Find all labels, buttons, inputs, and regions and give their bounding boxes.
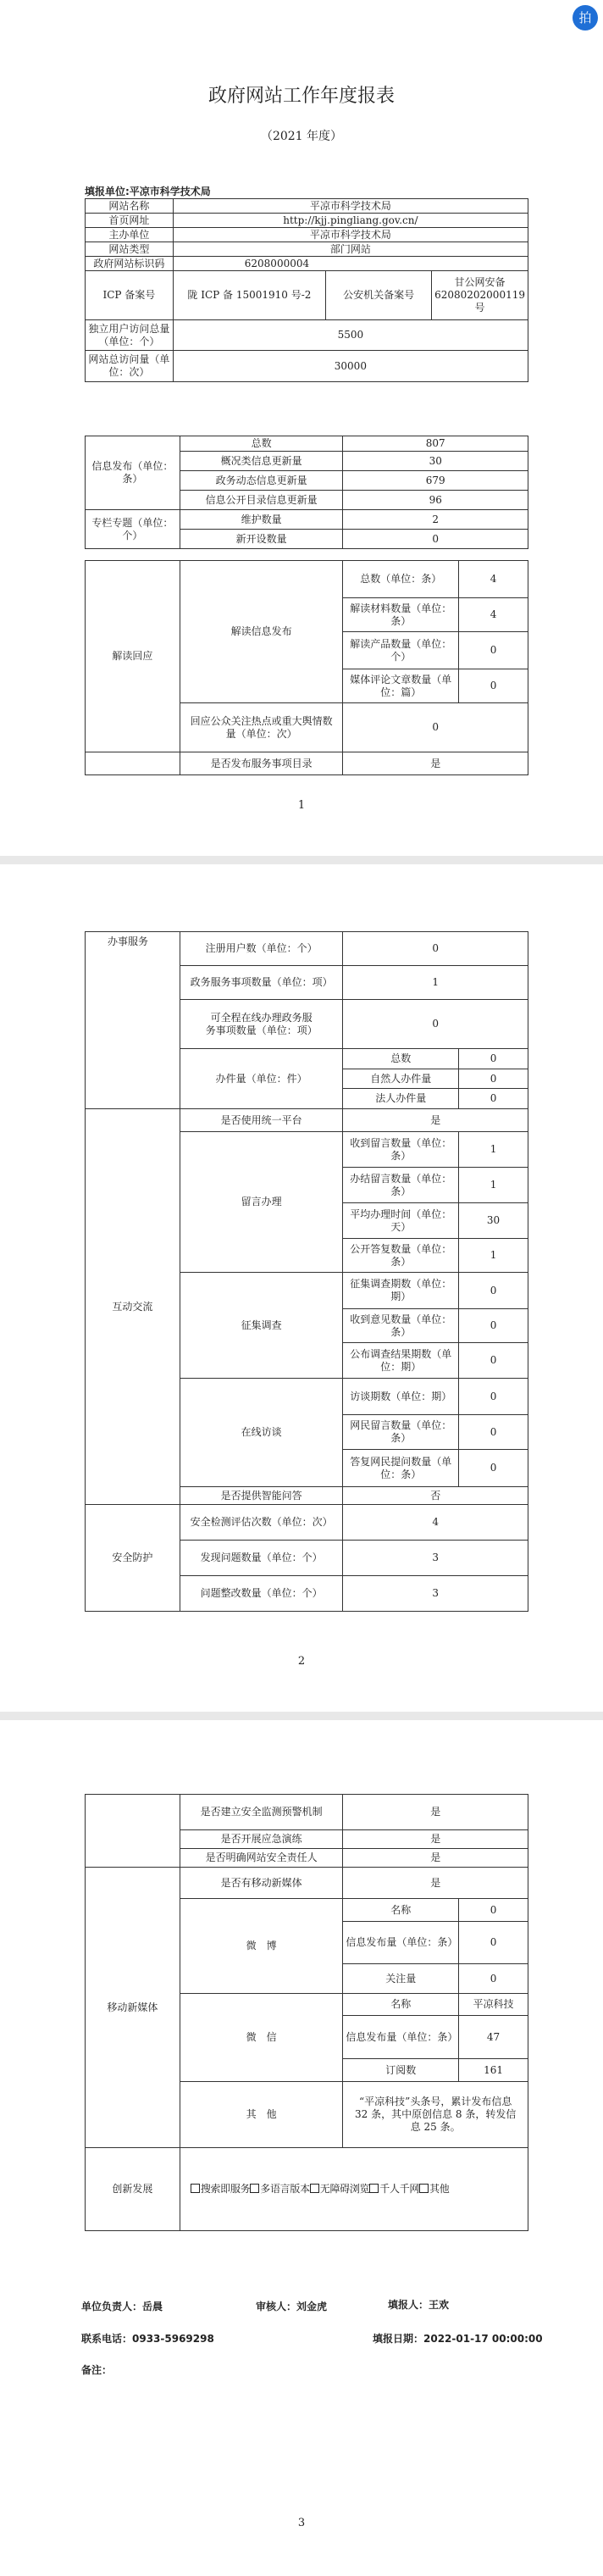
innovation-option[interactable]: 无障碍浏览 bbox=[310, 2183, 370, 2195]
cell-value: 平凉科技 bbox=[459, 1994, 528, 2016]
cell-label: 公布调查结果期数（单位：期） bbox=[343, 1343, 459, 1379]
cell-value: 0 bbox=[343, 530, 528, 549]
cell-label: 解读信息发布 bbox=[180, 561, 343, 703]
table-info-release bbox=[85, 436, 528, 549]
cell-value: 0 bbox=[459, 1049, 528, 1069]
cell-label: 微 信 bbox=[180, 1994, 343, 2082]
cell-label: 政府网站标识码 bbox=[86, 257, 174, 271]
table-interpret bbox=[85, 560, 528, 775]
cell-label: 收到意见数量（单位：条） bbox=[343, 1309, 459, 1343]
filing-unit: 填报单位:平凉市科学技术局 bbox=[85, 186, 211, 197]
corner-badge-icon[interactable]: 拍 bbox=[573, 5, 598, 31]
cell-value: 30 bbox=[343, 452, 528, 471]
cell-value: 是 bbox=[343, 1109, 528, 1132]
cell-value: 0 bbox=[459, 1343, 528, 1379]
cell-label: 是否有移动新媒体 bbox=[180, 1868, 343, 1899]
cell-value: 0 bbox=[343, 1000, 528, 1049]
cell-label: 概况类信息更新量 bbox=[180, 452, 343, 471]
cell-label: 是否明确网站安全责任人 bbox=[180, 1849, 343, 1868]
cell-value: 30 bbox=[459, 1203, 528, 1239]
reviewer: 审核人：刘金虎 bbox=[256, 2301, 328, 2312]
cell-value: 平凉市科学技术局 bbox=[173, 199, 528, 214]
cell-value: 0 bbox=[459, 1273, 528, 1309]
innovation-option[interactable]: 多语言版本 bbox=[250, 2183, 310, 2195]
cell-value: 1 bbox=[459, 1239, 528, 1273]
cell-label: 主办单位 bbox=[86, 228, 174, 242]
cell-label: 名称 bbox=[343, 1899, 459, 1922]
unit-chief: 单位负责人：岳晨 bbox=[81, 2301, 163, 2312]
cell-label: 答复网民提问数量（单位：条） bbox=[343, 1450, 459, 1487]
page-3 bbox=[0, 1720, 603, 2576]
contact-phone: 联系电话：0933-5969298 bbox=[81, 2333, 214, 2345]
cell-value: 0 bbox=[459, 1089, 528, 1109]
cell-label: 信息发布量（单位：条） bbox=[343, 2016, 459, 2059]
cell-label: 移动新媒体 bbox=[86, 1868, 180, 2148]
remarks: 备注： bbox=[81, 2364, 113, 2376]
cell-label: 信息公开目录信息更新量 bbox=[180, 491, 343, 510]
cell-label: 安全防护 bbox=[86, 1505, 180, 1612]
cell-value: 2 bbox=[343, 510, 528, 530]
cell-value: 否 bbox=[343, 1487, 528, 1505]
cell-blank bbox=[86, 752, 180, 775]
cell-label: 在线访谈 bbox=[180, 1379, 343, 1487]
cell-value: 679 bbox=[343, 471, 528, 491]
checkbox-icon[interactable] bbox=[310, 2184, 319, 2193]
filler: 填报人：王欢 bbox=[388, 2299, 450, 2311]
cell-value: 3 bbox=[343, 1576, 528, 1612]
cell-label: 专栏专题（单位：个） bbox=[86, 510, 180, 549]
cell-value: 0 bbox=[459, 1964, 528, 1994]
cell-label: 办结留言数量（单位：条） bbox=[343, 1168, 459, 1203]
cell-label: 网站总访问量（单位：次） bbox=[86, 351, 174, 382]
cell-value: 30000 bbox=[173, 351, 528, 382]
cell-value: 0 bbox=[459, 1069, 528, 1089]
cell-value: 3 bbox=[343, 1541, 528, 1576]
cell-value: 0 bbox=[343, 932, 528, 966]
cell-label: 总数 bbox=[343, 1049, 459, 1069]
table-security-media bbox=[85, 1794, 528, 2231]
innovation-options bbox=[180, 2148, 528, 2231]
cell-value: 是 bbox=[343, 1868, 528, 1899]
cell-label: 解读回应 bbox=[86, 561, 180, 752]
table-office-interact bbox=[85, 931, 528, 1612]
cell-label: 关注量 bbox=[343, 1964, 459, 1994]
cell-label: 首页网址 bbox=[86, 214, 174, 228]
cell-value: 平凉市科学技术局 bbox=[173, 228, 528, 242]
cell-label: 政务服务事项数量（单位：项） bbox=[180, 966, 343, 1000]
cell-value: 陇 ICP 备 15001910 号-2 bbox=[173, 271, 325, 320]
cell-label: 信息发布量（单位：条） bbox=[343, 1922, 459, 1964]
cell-label: 订阅数 bbox=[343, 2059, 459, 2082]
cell-value: 0 bbox=[459, 1899, 528, 1922]
cell-label: 名称 bbox=[343, 1994, 459, 2016]
cell-value: 807 bbox=[343, 436, 528, 452]
cell-label: 是否使用统一平台 bbox=[180, 1109, 343, 1132]
cell-label: 独立用户访问总量（单位：个） bbox=[86, 320, 174, 351]
cell-blank bbox=[86, 1795, 180, 1868]
cell-label: 留言办理 bbox=[180, 1132, 343, 1273]
cell-label: 平均办理时间（单位：天） bbox=[343, 1203, 459, 1239]
cell-label: 其 他 bbox=[180, 2082, 343, 2148]
cell-label: 是否提供智能问答 bbox=[180, 1487, 343, 1505]
cell-value: 4 bbox=[459, 561, 528, 598]
cell-label: 公安机关备案号 bbox=[326, 271, 432, 320]
cell-value: 5500 bbox=[173, 320, 528, 351]
cell-value: 6208000004 bbox=[173, 257, 528, 271]
cell-label: 微 博 bbox=[180, 1899, 343, 1994]
cell-value: 甘公网安备 62080202000119 号 bbox=[432, 271, 528, 320]
cell-label: 是否建立安全监测预警机制 bbox=[180, 1795, 343, 1830]
cell-label: 媒体评论文章数量（单位：篇） bbox=[343, 669, 459, 703]
cell-label: 解读产品数量（单位：个） bbox=[343, 632, 459, 669]
cell-value: 4 bbox=[459, 598, 528, 632]
page-1 bbox=[0, 0, 603, 856]
cell-label: 收到留言数量（单位：条） bbox=[343, 1132, 459, 1168]
cell-label: 网民留言数量（单位：条） bbox=[343, 1415, 459, 1450]
cell-value: 161 bbox=[459, 2059, 528, 2082]
page-number: 1 bbox=[297, 799, 306, 812]
cell-value: 96 bbox=[343, 491, 528, 510]
cell-label: 新开设数量 bbox=[180, 530, 343, 549]
cell-label: 网站名称 bbox=[86, 199, 174, 214]
checkbox-icon[interactable] bbox=[191, 2184, 200, 2193]
checkbox-icon[interactable] bbox=[369, 2184, 379, 2193]
cell-value: “平凉科技”头条号，累计发布信息 32 条，其中原创信息 8 条，转发信息 25 条。 bbox=[343, 2082, 528, 2148]
cell-label: 是否发布服务事项目录 bbox=[180, 752, 343, 775]
cell-value: 1 bbox=[459, 1168, 528, 1203]
table-site-info bbox=[85, 198, 528, 382]
cell-value: 0 bbox=[459, 1379, 528, 1415]
cell-label: 可全程在线办理政务服务事项数量（单位：项） bbox=[180, 1000, 343, 1049]
cell-label: 信息发布（单位：条） bbox=[86, 436, 180, 510]
cell-value: 1 bbox=[343, 966, 528, 1000]
checkbox-icon[interactable] bbox=[250, 2184, 259, 2193]
cell-value: 0 bbox=[459, 1922, 528, 1964]
cell-label: 总数 bbox=[180, 436, 343, 452]
page-number: 2 bbox=[297, 1655, 306, 1668]
cell-label: 法人办件量 bbox=[343, 1089, 459, 1109]
cell-label: 征集调查期数（单位：期） bbox=[343, 1273, 459, 1309]
cell-value: 0 bbox=[459, 1309, 528, 1343]
page-number: 3 bbox=[297, 2517, 306, 2529]
cell-label: 办事服务 bbox=[86, 932, 180, 1109]
report-title: 政府网站工作年度报表 bbox=[207, 86, 395, 107]
cell-label: 回应公众关注热点或重大舆情数量（单位：次） bbox=[180, 703, 343, 752]
cell-label: 征集调查 bbox=[180, 1273, 343, 1379]
cell-value: 是 bbox=[343, 1795, 528, 1830]
cell-label: 政务动态信息更新量 bbox=[180, 471, 343, 491]
cell-label: 解读材料数量（单位：条） bbox=[343, 598, 459, 632]
cell-label: ICP 备案号 bbox=[86, 271, 174, 320]
cell-label: 维护数量 bbox=[180, 510, 343, 530]
cell-value: 0 bbox=[459, 669, 528, 703]
cell-label: 自然人办件量 bbox=[343, 1069, 459, 1089]
cell-label: 安全检测评估次数（单位：次） bbox=[180, 1505, 343, 1541]
page-2 bbox=[0, 864, 603, 1712]
cell-value: 0 bbox=[459, 1450, 528, 1487]
cell-label: 办件量（单位：件） bbox=[180, 1049, 343, 1109]
report-year: （2021 年度） bbox=[260, 130, 343, 143]
checkbox-icon[interactable] bbox=[419, 2184, 429, 2193]
cell-value: 47 bbox=[459, 2016, 528, 2059]
cell-label: 网站类型 bbox=[86, 242, 174, 257]
cell-value: http://kjj.pingliang.gov.cn/ bbox=[173, 214, 528, 228]
cell-value: 0 bbox=[459, 632, 528, 669]
innovation-option[interactable]: 其他 bbox=[419, 2183, 449, 2195]
cell-label: 互动交流 bbox=[86, 1109, 180, 1505]
cell-label: 访谈期数（单位：期） bbox=[343, 1379, 459, 1415]
cell-label: 创新发展 bbox=[86, 2148, 180, 2231]
fill-date: 填报日期：2022-01-17 00:00:00 bbox=[373, 2333, 543, 2345]
cell-label: 公开答复数量（单位：条） bbox=[343, 1239, 459, 1273]
cell-label: 问题整改数量（单位：个） bbox=[180, 1576, 343, 1612]
innovation-option[interactable]: 千人千网 bbox=[369, 2183, 419, 2195]
innovation-option[interactable]: 搜索即服务 bbox=[191, 2183, 251, 2195]
cell-value: 0 bbox=[459, 1415, 528, 1450]
cell-value: 是 bbox=[343, 752, 528, 775]
cell-value: 1 bbox=[459, 1132, 528, 1168]
cell-value: 4 bbox=[343, 1505, 528, 1541]
cell-value: 是 bbox=[343, 1830, 528, 1849]
cell-label: 发现问题数量（单位：个） bbox=[180, 1541, 343, 1576]
cell-label: 注册用户数（单位：个） bbox=[180, 932, 343, 966]
cell-value: 部门网站 bbox=[173, 242, 528, 257]
cell-value: 0 bbox=[343, 703, 528, 752]
cell-label: 是否开展应急演练 bbox=[180, 1830, 343, 1849]
cell-label: 总数（单位：条） bbox=[343, 561, 459, 598]
cell-value: 是 bbox=[343, 1849, 528, 1868]
